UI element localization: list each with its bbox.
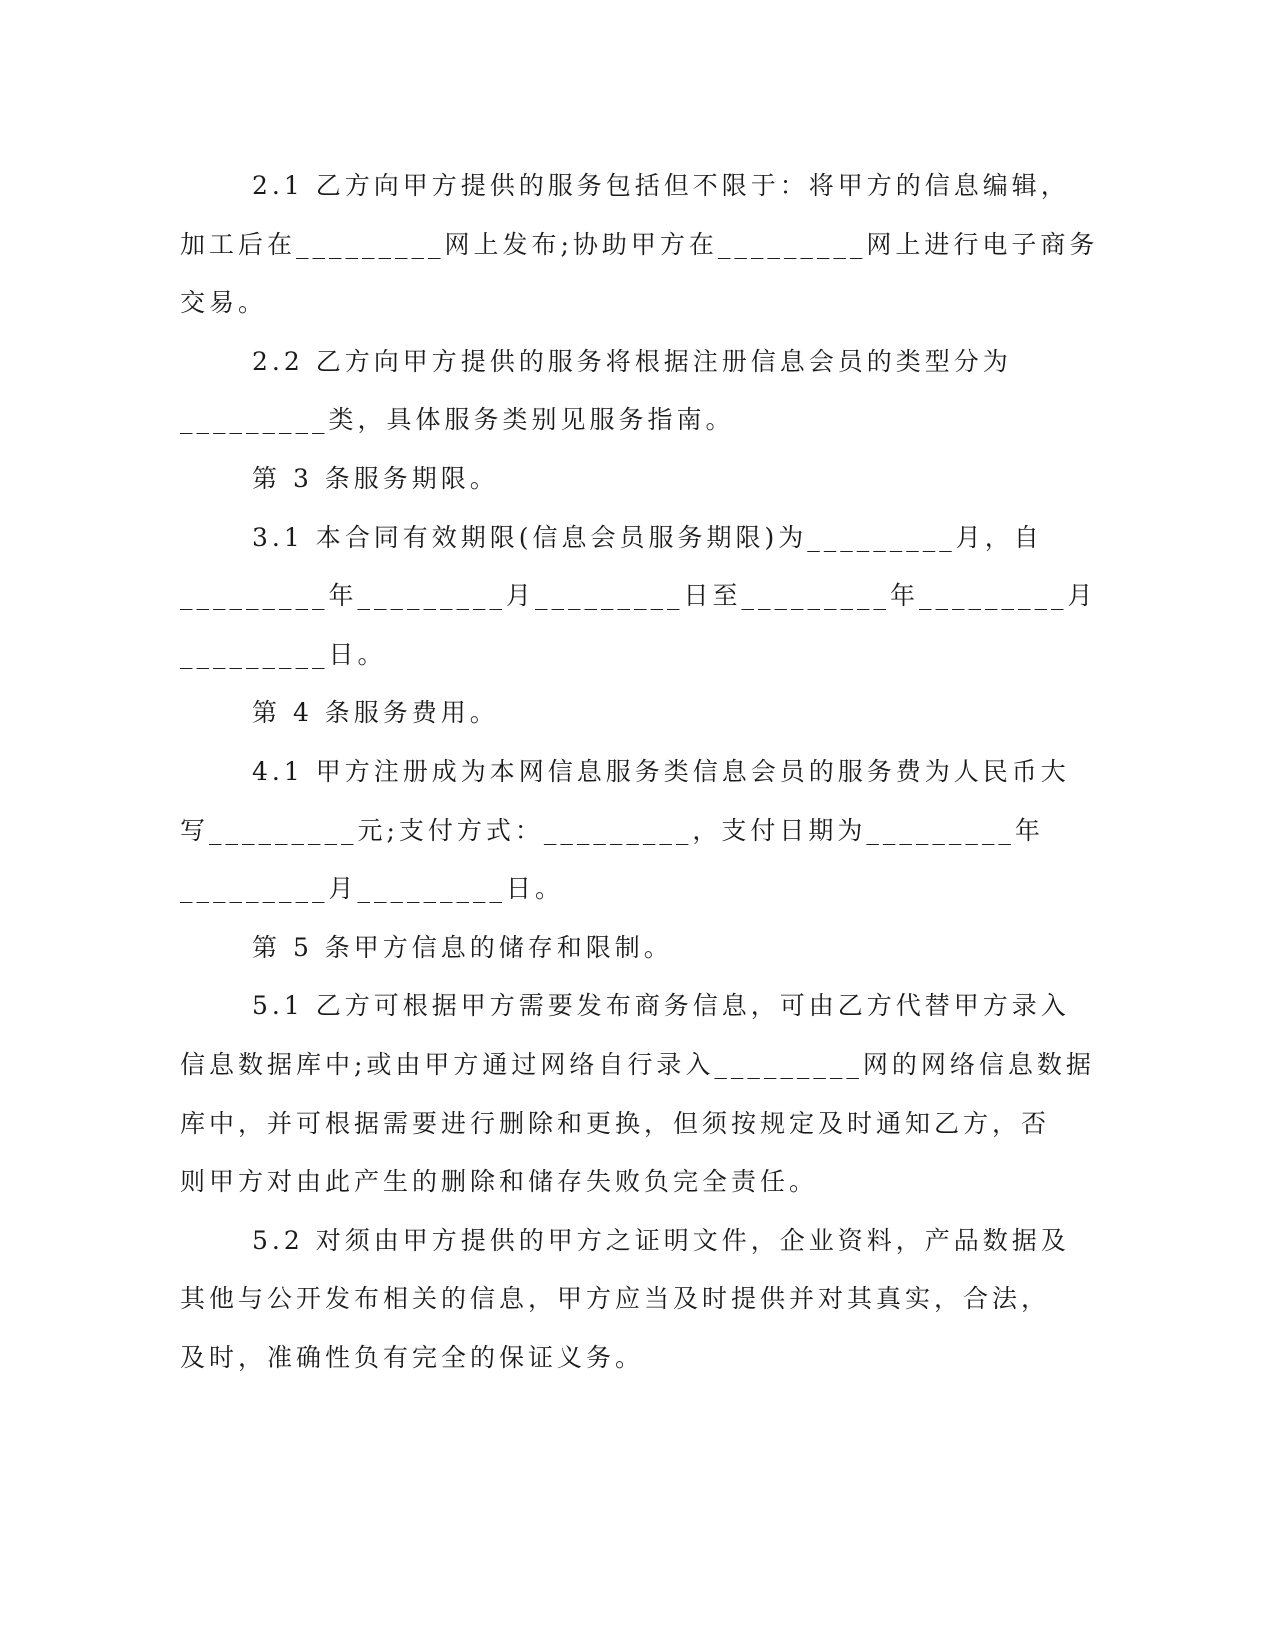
text-line: 写_________元;支付方式：_________，支付日期为_________年 [180, 815, 1044, 845]
section-heading: 第 3 条服务期限。 [252, 463, 499, 493]
section-heading: 第 4 条服务费用。 [252, 698, 499, 728]
text-line: _________日。 [180, 639, 387, 669]
text-line: _________类，具体服务类别见服务指南。 [180, 405, 735, 435]
text-line: 5.1 乙方可根据甲方需要发布商务信息，可由乙方代替甲方录入 [252, 991, 1070, 1021]
text-line: _________月_________日。 [180, 874, 565, 904]
text-line: 3.1 本合同有效期限(信息会员服务期限)为_________月，自 [252, 522, 1043, 552]
text-line: 信息数据库中;或由甲方通过网络自行录入_________网的网络信息数据 [180, 1049, 1095, 1079]
text-line: 则甲方对由此产生的删除和储存失败负完全责任。 [180, 1167, 819, 1197]
text-line: 2.2 乙方向甲方提供的服务将根据注册信息会员的类型分为 [252, 346, 1012, 376]
text-line: 4.1 甲方注册成为本网信息服务类信息会员的服务费为人民币大 [252, 756, 1070, 786]
text-line: 2.1 乙方向甲方提供的服务包括但不限于：将甲方的信息编辑， [252, 171, 1070, 200]
text-line: 交易。 [180, 288, 268, 318]
text-line: 库中，并可根据需要进行删除和更换，但须按规定及时通知乙方，否 [180, 1108, 1051, 1138]
document-body [180, 157, 1099, 1387]
text-line: 加工后在_________网上发布;协助甲方在_________网上进行电子商务 [180, 229, 1099, 259]
text-line: 及时，准确性负有完全的保证义务。 [180, 1342, 645, 1372]
section-heading: 第 5 条甲方信息的储存和限制。 [252, 932, 673, 962]
text-line: _________年_________月_________日至_________年_________月 [180, 581, 1097, 611]
text-line: 5.2 对须由甲方提供的甲方之证明文件，企业资料，产品数据及 [252, 1225, 1070, 1255]
text-line: 其他与公开发布相关的信息，甲方应当及时提供并对其真实，合法， [180, 1284, 1051, 1314]
